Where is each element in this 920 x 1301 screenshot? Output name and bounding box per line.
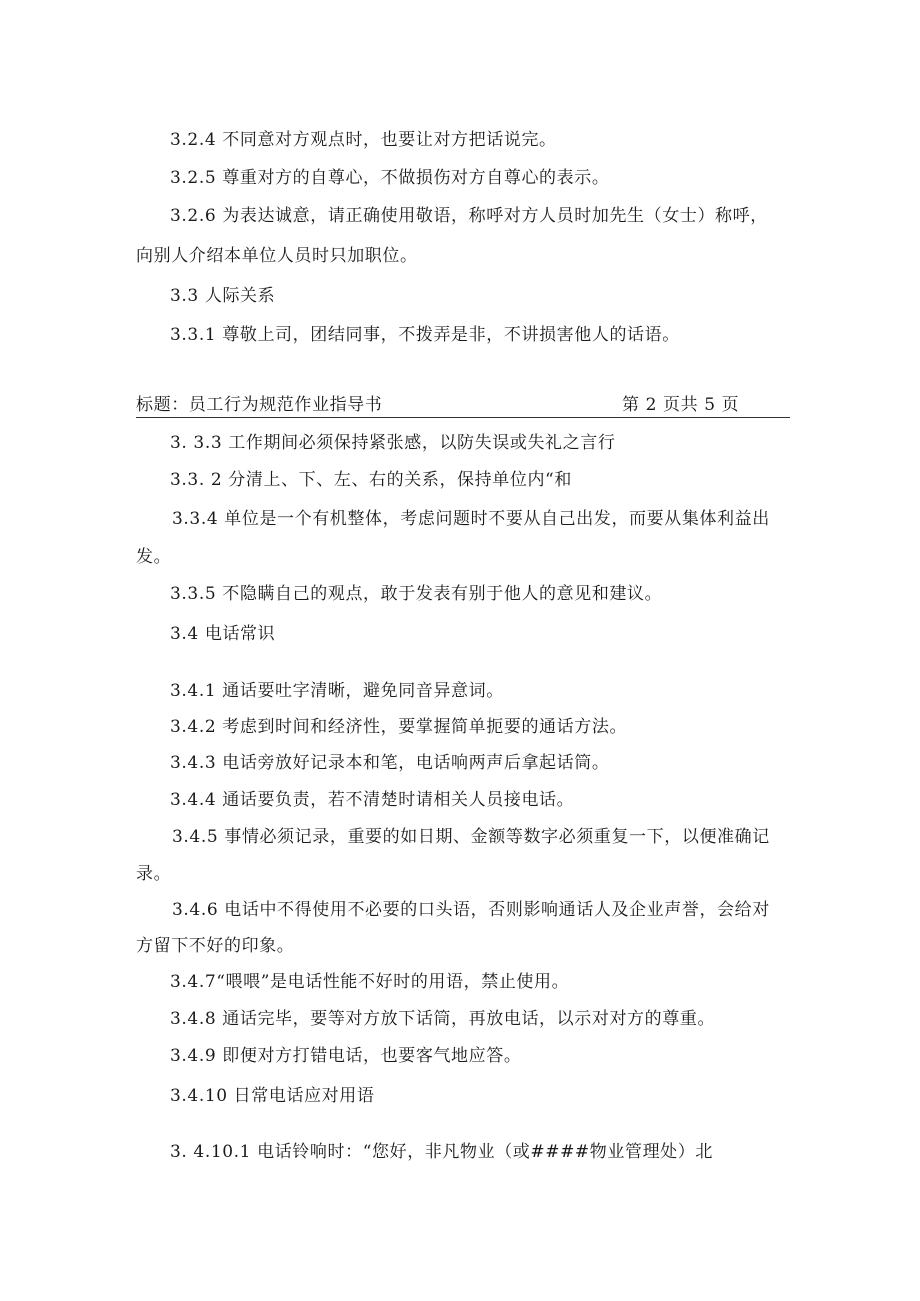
- clause-3-3-4: 3.3.4 单位是一个有机整体，考虑问题时不要从自己出发，而要从集体利益出: [172, 509, 770, 529]
- page-header-title: 标题：员工行为规范作业指导书: [136, 395, 383, 415]
- clause-3-3-5: 3.3.5 不隐瞒自己的观点，敢于发表有别于他人的意见和建议。: [170, 584, 663, 604]
- section-3-4-heading: 3.4 电话常识: [170, 624, 276, 644]
- clause-3-3-2: 3.3. 2 分清上、下、左、右的关系，保持单位内“和: [170, 470, 572, 490]
- clause-3-2-6-continued: 向别人介绍本单位人员时只加职位。: [136, 246, 418, 266]
- clause-3-4-2: 3.4.2 考虑到时间和经济性，要掌握简单扼要的通话方法。: [170, 717, 628, 737]
- clause-3-4-1: 3.4.1 通话要吐字清晰，避免同音异意词。: [170, 681, 504, 701]
- clause-3-4-7: 3.4.7“喂喂”是电话性能不好时的用语，禁止使用。: [170, 972, 570, 992]
- clause-3-4-6: 3.4.6 电话中不得使用不必要的口头语，否则影响通话人及企业声誉，会给对: [172, 900, 770, 920]
- clause-3-2-5: 3.2.5 尊重对方的自尊心，不做损伤对方自尊心的表示。: [170, 168, 610, 188]
- clause-3-4-4: 3.4.4 通话要负责，若不清楚时请相关人员接电话。: [170, 790, 575, 810]
- clause-3-4-9: 3.4.9 即便对方打错电话，也要客气地应答。: [170, 1046, 522, 1066]
- clause-3-4-3: 3.4.3 电话旁放好记录本和笔，电话响两声后拿起话筒。: [170, 753, 610, 773]
- clause-3-4-5: 3.4.5 事情必须记录，重要的如日期、金额等数字必须重复一下，以便准确记: [172, 827, 770, 847]
- clause-3-3-3: 3. 3.3 工作期间必须保持紧张感，以防失误或失礼之言行: [170, 433, 616, 453]
- clause-3-4-10: 3.4.10 日常电话应对用语: [170, 1086, 375, 1106]
- header-divider: [136, 417, 790, 418]
- clause-3-3-4-continued: 发。: [136, 547, 172, 567]
- clause-3-4-10-1: 3. 4.10.1 电话铃响时：“您好，非凡物业（或####物业管理处）北: [170, 1142, 713, 1162]
- section-3-3-heading: 3.3 人际关系: [170, 286, 276, 306]
- clause-3-2-6: 3.2.6 为表达诚意，请正确使用敬语，称呼对方人员时加先生（女士）称呼，: [170, 206, 768, 226]
- page-header-page-info: 第 2 页共 5 页: [622, 395, 740, 415]
- clause-3-4-5-continued: 录。: [136, 864, 172, 884]
- clause-3-4-6-continued: 方留下不好的印象。: [136, 936, 295, 956]
- clause-3-2-4: 3.2.4 不同意对方观点时，也要让对方把话说完。: [170, 130, 557, 150]
- clause-3-4-8: 3.4.8 通话完毕，要等对方放下话筒，再放电话，以示对对方的尊重。: [170, 1009, 716, 1029]
- clause-3-3-1: 3.3.1 尊敬上司，团结同事，不拨弄是非，不讲损害他人的话语。: [170, 325, 680, 345]
